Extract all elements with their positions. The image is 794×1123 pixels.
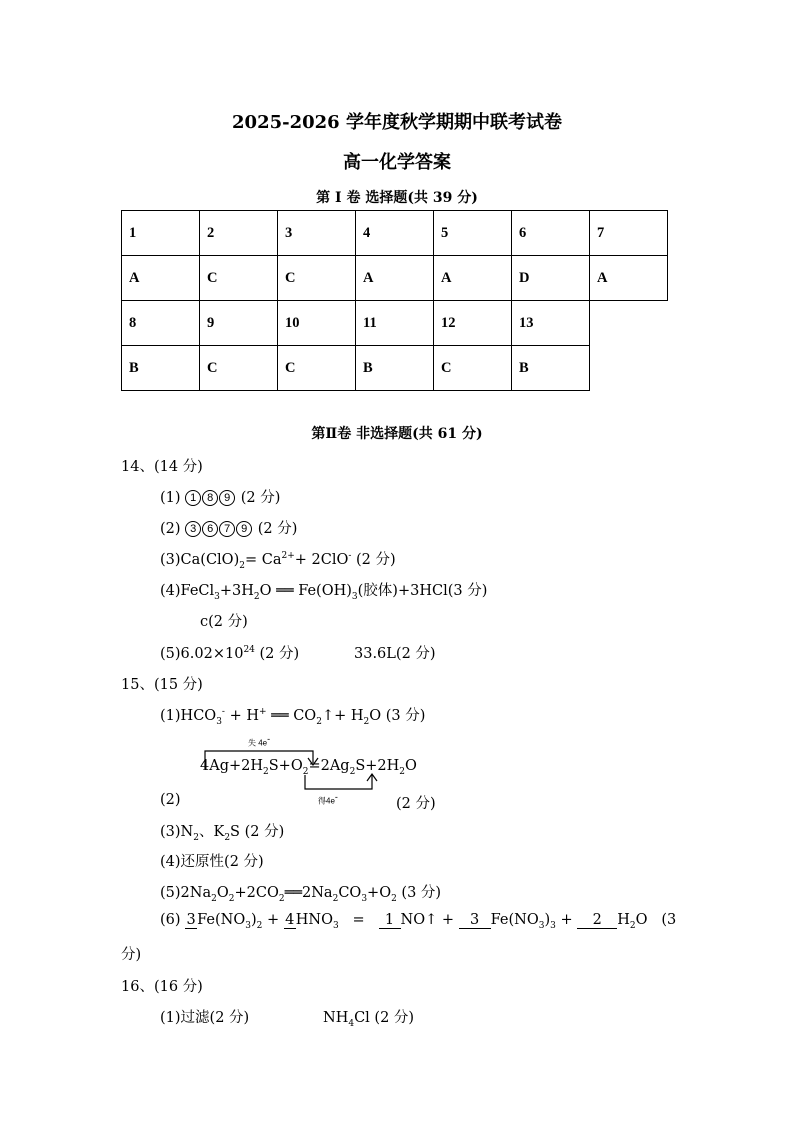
answer-cell: D bbox=[512, 256, 590, 301]
formula-text: + H bbox=[224, 708, 259, 724]
circled-number: 8 bbox=[202, 490, 218, 506]
empty-cell bbox=[590, 346, 668, 391]
formula-text: + bbox=[555, 912, 578, 928]
part-prefix: (6) bbox=[160, 912, 181, 928]
exam-title: 2025-2026 学年度秋学期期中联考试卷 bbox=[232, 112, 562, 133]
question-number: 7 bbox=[590, 211, 668, 256]
question-number: 13 bbox=[512, 301, 590, 346]
subscript: 2 bbox=[316, 716, 322, 727]
subscript: 3 bbox=[333, 920, 339, 931]
formula-text: HCO bbox=[180, 708, 217, 724]
formula-text: O (3 bbox=[635, 912, 677, 928]
answer-cell: B bbox=[122, 346, 200, 391]
formula-text: O bbox=[405, 758, 417, 774]
q14-part4 bbox=[160, 579, 487, 602]
formula-text: Cl (2 分) bbox=[354, 1010, 415, 1026]
part-prefix: (5) bbox=[160, 646, 181, 662]
redox-equation bbox=[200, 758, 417, 777]
subscript: 2 bbox=[391, 893, 397, 904]
gained-text: 得4e bbox=[318, 796, 335, 806]
formula-text: CO bbox=[338, 885, 362, 901]
subscript: 3 bbox=[538, 920, 545, 931]
subscript: 2 bbox=[332, 893, 339, 904]
q15-part1 bbox=[160, 704, 425, 727]
formula-text: ) bbox=[544, 912, 551, 928]
subscript: 2 bbox=[629, 920, 636, 931]
score-text: (2 分) bbox=[257, 521, 298, 537]
answer-cell: B bbox=[356, 346, 434, 391]
subscript: 2 bbox=[278, 893, 285, 904]
formula-text: ) bbox=[250, 912, 257, 928]
part-prefix: (3) bbox=[160, 824, 181, 840]
part-prefix: (5) bbox=[160, 885, 181, 901]
coefficient-blank: 2 bbox=[577, 912, 617, 929]
answer-cell: A bbox=[434, 256, 512, 301]
question-number: 8 bbox=[122, 301, 200, 346]
circled-number: 3 bbox=[185, 521, 201, 537]
answer-cell: C bbox=[434, 346, 512, 391]
answer-cell: C bbox=[278, 256, 356, 301]
superscript: - bbox=[221, 707, 225, 718]
q15-part4: (4)还原性(2 分) bbox=[160, 854, 264, 870]
subscript: 2 bbox=[263, 766, 269, 777]
formula-text: Ca(ClO) bbox=[180, 552, 240, 568]
subscript: 2 bbox=[363, 716, 370, 727]
answer-cell: C bbox=[200, 346, 278, 391]
table-row-numbers-1 bbox=[122, 211, 668, 256]
table-row-answers-2 bbox=[122, 346, 668, 391]
score-text: (3 分) bbox=[396, 885, 442, 901]
part-prefix: (1) bbox=[160, 490, 181, 506]
circled-number: 1 bbox=[185, 490, 201, 506]
superscript: - bbox=[348, 551, 352, 562]
coefficient-blank: 4 bbox=[285, 912, 295, 928]
question-number: 6 bbox=[512, 211, 590, 256]
electron-gained-label bbox=[318, 792, 338, 807]
formula-text: 4Ag+2H bbox=[200, 758, 263, 774]
formula-text: O (3 分) bbox=[369, 708, 426, 724]
coefficient-blank: 3 bbox=[186, 912, 196, 928]
formula-text: + bbox=[262, 912, 284, 928]
formula-text: N bbox=[180, 824, 194, 840]
subscript: 3 bbox=[216, 716, 222, 727]
question-number: 2 bbox=[200, 211, 278, 256]
formula-text: S+O bbox=[268, 758, 303, 774]
subscript: 2 bbox=[253, 591, 260, 602]
coefficient-blank: 1 bbox=[379, 912, 401, 929]
q15-part6-tail: 分) bbox=[121, 947, 142, 963]
q15-part5 bbox=[160, 881, 441, 904]
subscript: 2 bbox=[193, 832, 199, 843]
q15-part2-prefix: (2) bbox=[160, 792, 181, 808]
part2-heading: 第Ⅱ卷 非选择题(共 61 分) bbox=[311, 426, 483, 442]
formula-text: 2Na bbox=[180, 885, 212, 901]
answer-cell: B bbox=[512, 346, 590, 391]
subscript: 3 bbox=[351, 591, 358, 602]
subscript: 2 bbox=[349, 766, 356, 777]
subscript: 2 bbox=[228, 893, 235, 904]
formula-text: ══2Na bbox=[284, 885, 333, 901]
subscript: 2 bbox=[302, 766, 309, 777]
part-prefix: (4) bbox=[160, 583, 181, 599]
part-prefix: (2) bbox=[160, 521, 181, 537]
formula-text: ══ CO bbox=[266, 708, 317, 724]
formula-text: 、K bbox=[198, 824, 225, 840]
coefficient-blank: 3 bbox=[459, 912, 491, 929]
subscript: 2 bbox=[211, 893, 217, 904]
q14-part2 bbox=[160, 517, 297, 538]
answer-subtitle: 高一化学答案 bbox=[343, 152, 451, 173]
question-number: 1 bbox=[122, 211, 200, 256]
formula-text: H bbox=[617, 912, 630, 928]
formula-text: S (2 分) bbox=[230, 824, 285, 840]
q15-label: 15、(15 分) bbox=[121, 677, 203, 693]
circled-number: 6 bbox=[202, 521, 218, 537]
formula-text: NH bbox=[323, 1010, 349, 1026]
q14-label: 14、(14 分) bbox=[121, 459, 203, 475]
q14-part5-volume: 33.6L(2 分) bbox=[354, 646, 436, 662]
q16-part1: (1)过滤(2 分) bbox=[160, 1010, 250, 1026]
circled-number: 9 bbox=[219, 490, 235, 506]
subscript: 3 bbox=[361, 893, 368, 904]
subscript: 3 bbox=[245, 920, 251, 931]
formula-text: O bbox=[216, 885, 229, 901]
q15-part2-score: (2 分) bbox=[396, 796, 436, 812]
question-number: 11 bbox=[356, 301, 434, 346]
q14-part1 bbox=[160, 486, 280, 507]
question-number: 4 bbox=[356, 211, 434, 256]
formula-text: Fe(NO bbox=[197, 912, 246, 928]
formula-text: NO↑ + bbox=[400, 912, 459, 928]
q14-part5 bbox=[160, 642, 299, 663]
formula-text: (胶体)+3HCl(3 分) bbox=[357, 583, 488, 599]
subscript: 4 bbox=[348, 1018, 355, 1029]
q14-part3 bbox=[160, 548, 396, 571]
formula-text: ↑+ H bbox=[321, 708, 364, 724]
formula-text: +3H bbox=[219, 583, 254, 599]
formula-text: +2CO bbox=[234, 885, 279, 901]
subscript: 2 bbox=[239, 560, 245, 571]
q14-part4-answer: c(2 分) bbox=[200, 614, 248, 630]
subscript: 2 bbox=[256, 920, 263, 931]
circled-number: 7 bbox=[219, 521, 235, 537]
q16-label: 16、(16 分) bbox=[121, 979, 203, 995]
superscript: 24 bbox=[243, 645, 255, 656]
formula-text: +O bbox=[367, 885, 392, 901]
subscript: 3 bbox=[550, 920, 556, 931]
superscript: - bbox=[334, 792, 338, 802]
formula-text: HNO bbox=[295, 912, 333, 928]
question-number: 3 bbox=[278, 211, 356, 256]
part-prefix: (1) bbox=[160, 708, 181, 724]
formula-text: S+2H bbox=[355, 758, 400, 774]
q15-part6 bbox=[160, 912, 676, 931]
score-text: (2 分) bbox=[240, 490, 281, 506]
formula-text: Fe(NO bbox=[490, 912, 539, 928]
formula-text: 6.02×10 bbox=[180, 646, 244, 662]
score-text: (2 分) bbox=[351, 552, 396, 568]
gain-arrow-line bbox=[305, 775, 372, 789]
circled-number: 9 bbox=[236, 521, 252, 537]
part1-heading: 第 I 卷 选择题(共 39 分) bbox=[316, 190, 478, 206]
formula-text: + 2ClO bbox=[294, 552, 349, 568]
empty-cell bbox=[590, 301, 668, 346]
part-prefix: (3) bbox=[160, 552, 181, 568]
table-row-numbers-2 bbox=[122, 301, 668, 346]
subscript: 3 bbox=[214, 591, 220, 602]
question-number: 10 bbox=[278, 301, 356, 346]
superscript: - bbox=[267, 734, 271, 744]
answer-cell: C bbox=[200, 256, 278, 301]
formula-text: = bbox=[338, 912, 379, 928]
superscript: 2+ bbox=[281, 551, 295, 562]
superscript: + bbox=[258, 707, 267, 718]
subscript: 2 bbox=[399, 766, 406, 777]
q16-part1-product bbox=[323, 1006, 414, 1029]
question-number: 5 bbox=[434, 211, 512, 256]
question-number: 12 bbox=[434, 301, 512, 346]
answer-cell: A bbox=[122, 256, 200, 301]
lost-text: 失 4e bbox=[248, 738, 268, 748]
question-number: 9 bbox=[200, 301, 278, 346]
table-row-answers-1 bbox=[122, 256, 668, 301]
answer-cell: A bbox=[356, 256, 434, 301]
score-text: (2 分) bbox=[259, 646, 300, 662]
subscript: 2 bbox=[224, 832, 231, 843]
formula-text: = Ca bbox=[244, 552, 282, 568]
choice-answer-table bbox=[121, 210, 668, 391]
formula-text: O ══ Fe(OH) bbox=[259, 583, 352, 599]
formula-text: FeCl bbox=[180, 583, 215, 599]
formula-text: =2Ag bbox=[308, 758, 350, 774]
q15-part3 bbox=[160, 820, 284, 843]
answer-cell: A bbox=[590, 256, 668, 301]
answer-cell: C bbox=[278, 346, 356, 391]
